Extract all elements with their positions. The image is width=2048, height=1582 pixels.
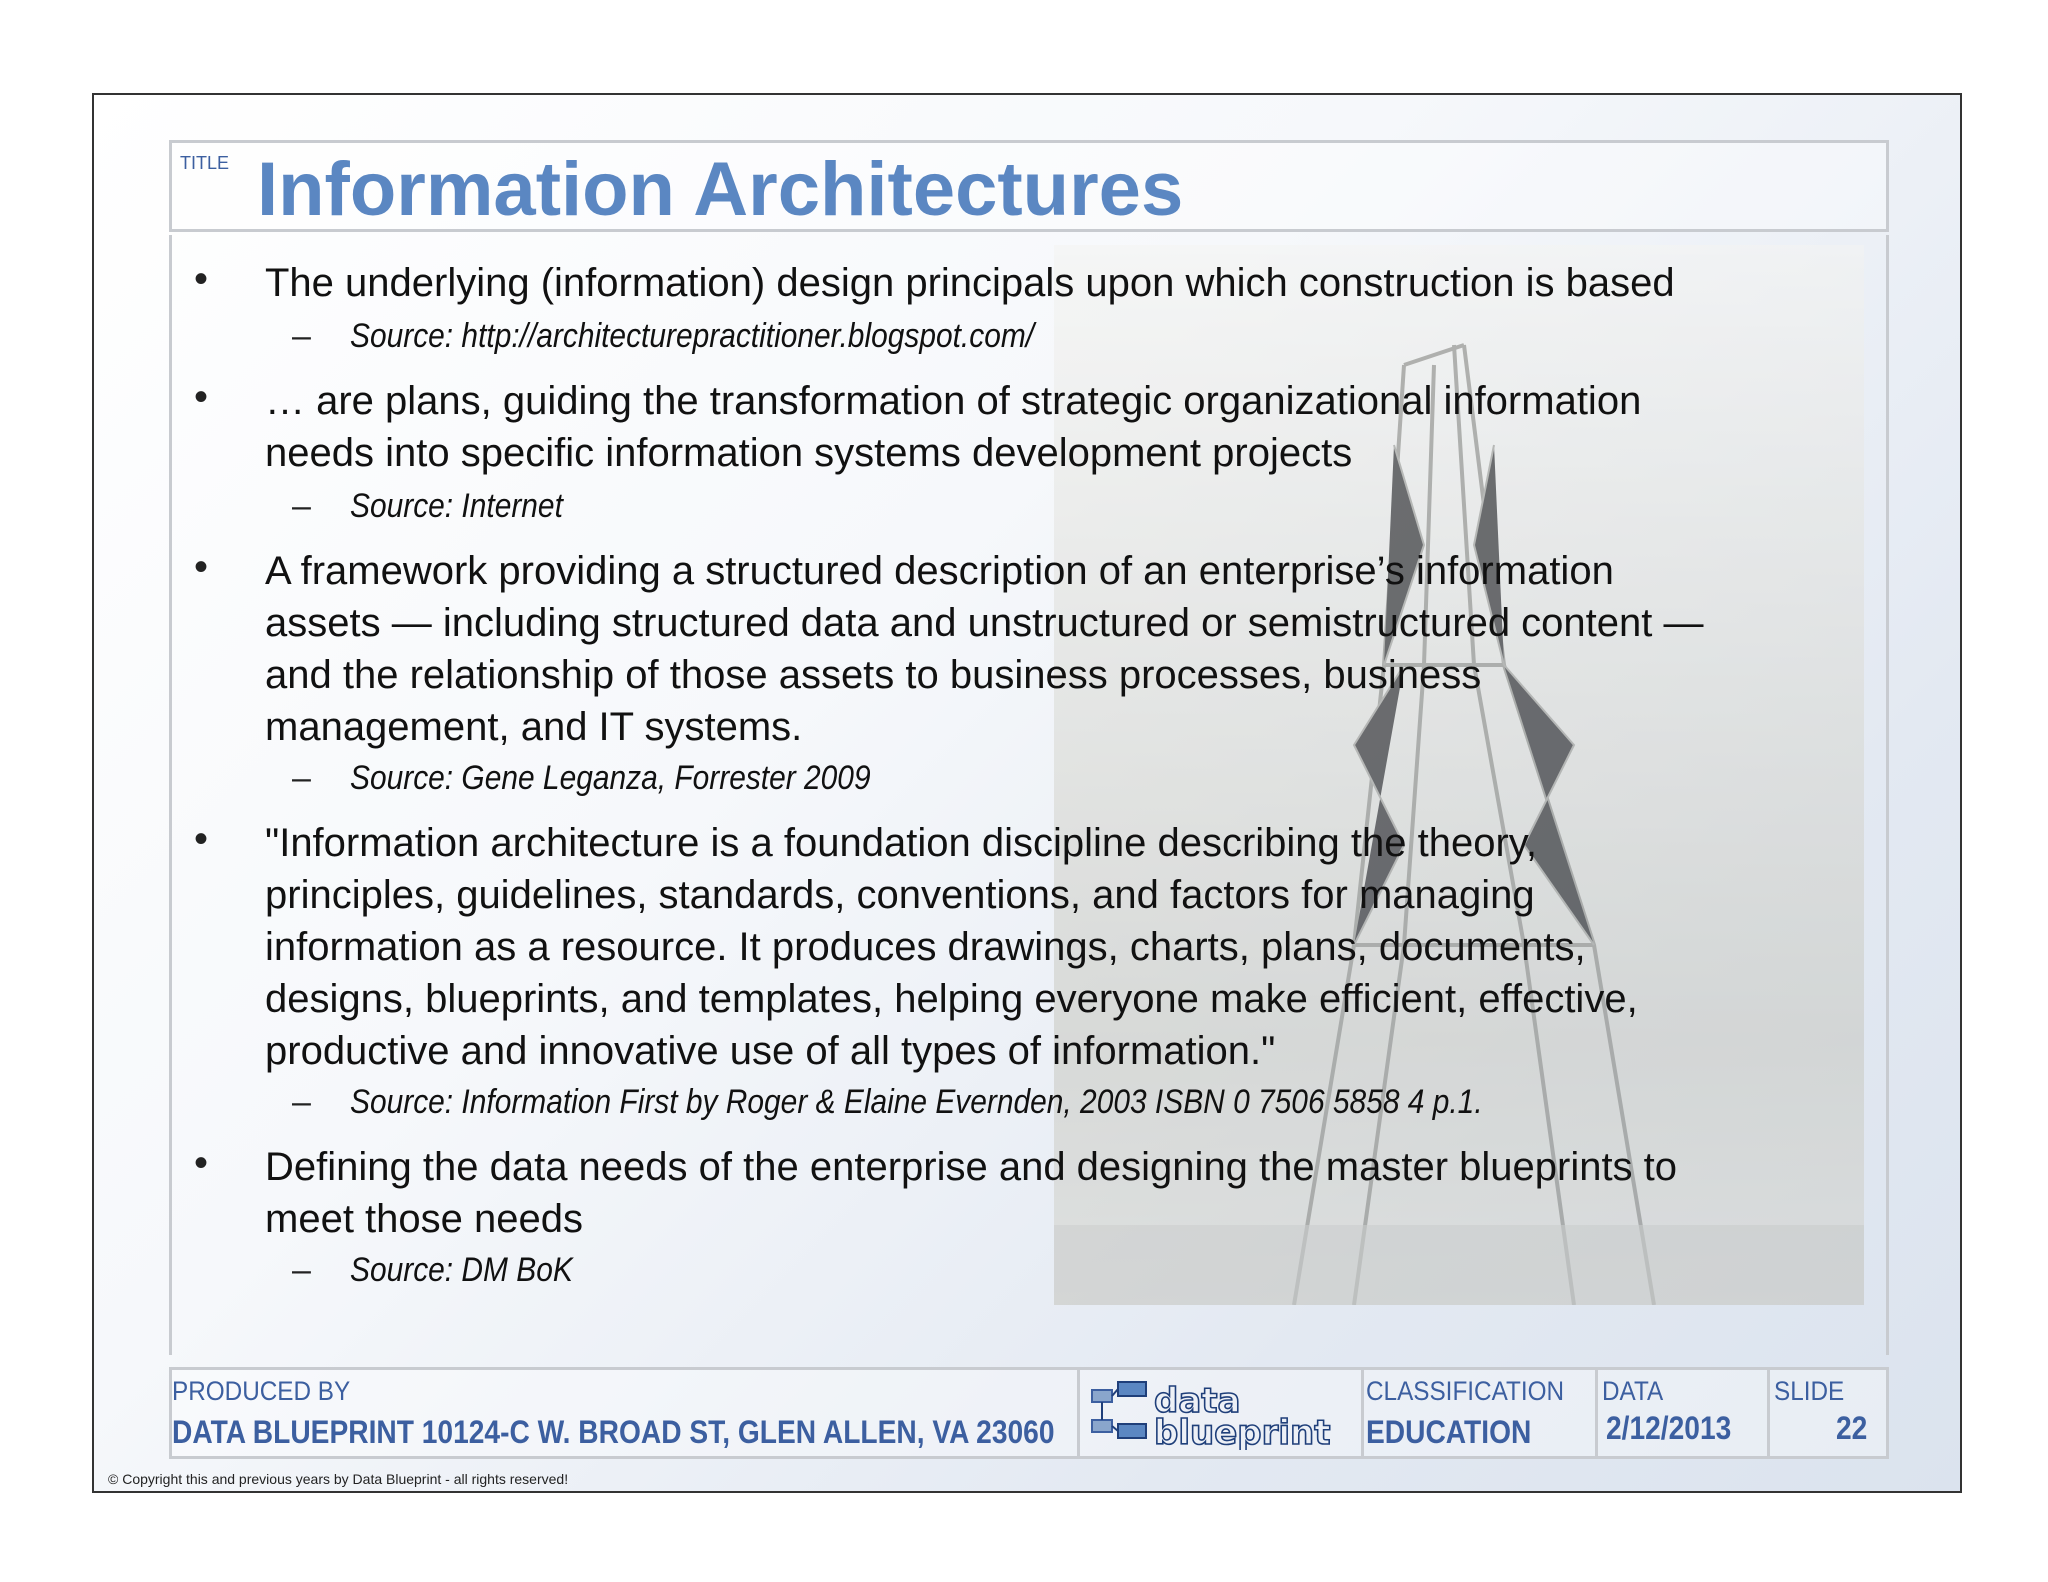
bullet-marker: •: [194, 257, 209, 301]
slide-number: 22: [1836, 1410, 1868, 1446]
dash-marker: –: [292, 1251, 311, 1289]
bullet-line: A framework providing a structured description of an enterprise’s information: [265, 549, 1614, 593]
source-text: Source: DM BoK: [350, 1251, 573, 1289]
produced-by-label: PRODUCED BY: [172, 1376, 351, 1406]
dash-marker: –: [292, 759, 311, 797]
bullet-line: meet those needs: [265, 1197, 583, 1241]
copyright-notice: © Copyright this and previous years by Data Blueprint - all rights reserved!: [108, 1471, 569, 1487]
classification-label: CLASSIFICATION: [1366, 1376, 1565, 1406]
classification-cell: [1364, 1370, 1598, 1456]
bullet-line: Defining the data needs of the enterprise and designing the master blueprints to: [265, 1145, 1678, 1189]
bullet-line: The underlying (information) design principals upon which construction is based: [265, 261, 1675, 305]
bullet-line: "Information architecture is a foundation discipline describing the theory,: [265, 821, 1537, 865]
bullet-line: … are plans, guiding the transformation of strategic organizational information: [265, 379, 1642, 423]
produced-by-cell: [172, 1370, 1080, 1456]
footer: [169, 1367, 1889, 1459]
dash-marker: –: [292, 1083, 311, 1121]
page-title: Information Architectures: [257, 147, 1184, 232]
bullet-line: and the relationship of those assets to business processes, business: [265, 653, 1482, 697]
data-blueprint-logo: [1088, 1378, 1364, 1450]
bullet-text: [265, 1141, 1865, 1245]
title-label: TITLE: [180, 153, 230, 173]
source-text: Source: http://architecturepractitioner.blogspot.com/: [350, 317, 1035, 355]
source-text: Source: Information First by Roger & Elaine Evernden, 2003 ISBN 0 7506 5858 4 p.1.: [350, 1083, 1483, 1121]
bullet-line: principles, guidelines, standards, conventions, and factors for managing: [265, 873, 1535, 917]
bullet-line: information as a resource. It produces drawings, charts, plans, documents,: [265, 925, 1586, 969]
bullet-line: designs, blueprints, and templates, helping everyone make efficient, effective,: [265, 977, 1638, 1021]
content-area: [169, 235, 1889, 1355]
bullet-line: productive and innovative use of all types of information.": [265, 1029, 1276, 1073]
source-text: Source: Internet: [350, 487, 563, 525]
title-box: [169, 140, 1889, 232]
logo-word-blueprint: blueprint: [1154, 1413, 1331, 1450]
bullet-line: assets — including structured data and unstructured or semistructured content —: [265, 601, 1704, 645]
bullet-text: [265, 545, 1865, 753]
bullet-text: [265, 817, 1865, 1077]
slide-label: SLIDE: [1774, 1376, 1845, 1406]
logo-word-data: data: [1154, 1381, 1241, 1421]
slide: [92, 93, 1962, 1493]
logo-cell: [1080, 1370, 1364, 1456]
bullet-marker: •: [194, 545, 209, 589]
bullet-text: [265, 257, 1865, 309]
bullet-line: needs into specific information systems development projects: [265, 431, 1353, 475]
source-text: Source: Gene Leganza, Forrester 2009: [350, 759, 871, 797]
bullet-marker: •: [194, 1141, 209, 1185]
logo-icon: [1088, 1378, 1364, 1450]
bullet-marker: •: [194, 817, 209, 861]
bullet-marker: •: [194, 375, 209, 419]
date-value: 2/12/2013: [1606, 1410, 1732, 1446]
produced-by-value: DATA BLUEPRINT 10124-C W. BROAD ST, GLEN ALLEN, VA 23060: [172, 1414, 1055, 1450]
bullet-line: management, and IT systems.: [265, 705, 803, 749]
dash-marker: –: [292, 487, 311, 525]
date-cell: [1598, 1370, 1770, 1456]
bullet-text: [265, 375, 1865, 479]
slide-number-cell: [1770, 1370, 1886, 1456]
dash-marker: –: [292, 317, 311, 355]
classification-value: EDUCATION: [1366, 1414, 1532, 1450]
date-label: DATA: [1602, 1376, 1664, 1406]
